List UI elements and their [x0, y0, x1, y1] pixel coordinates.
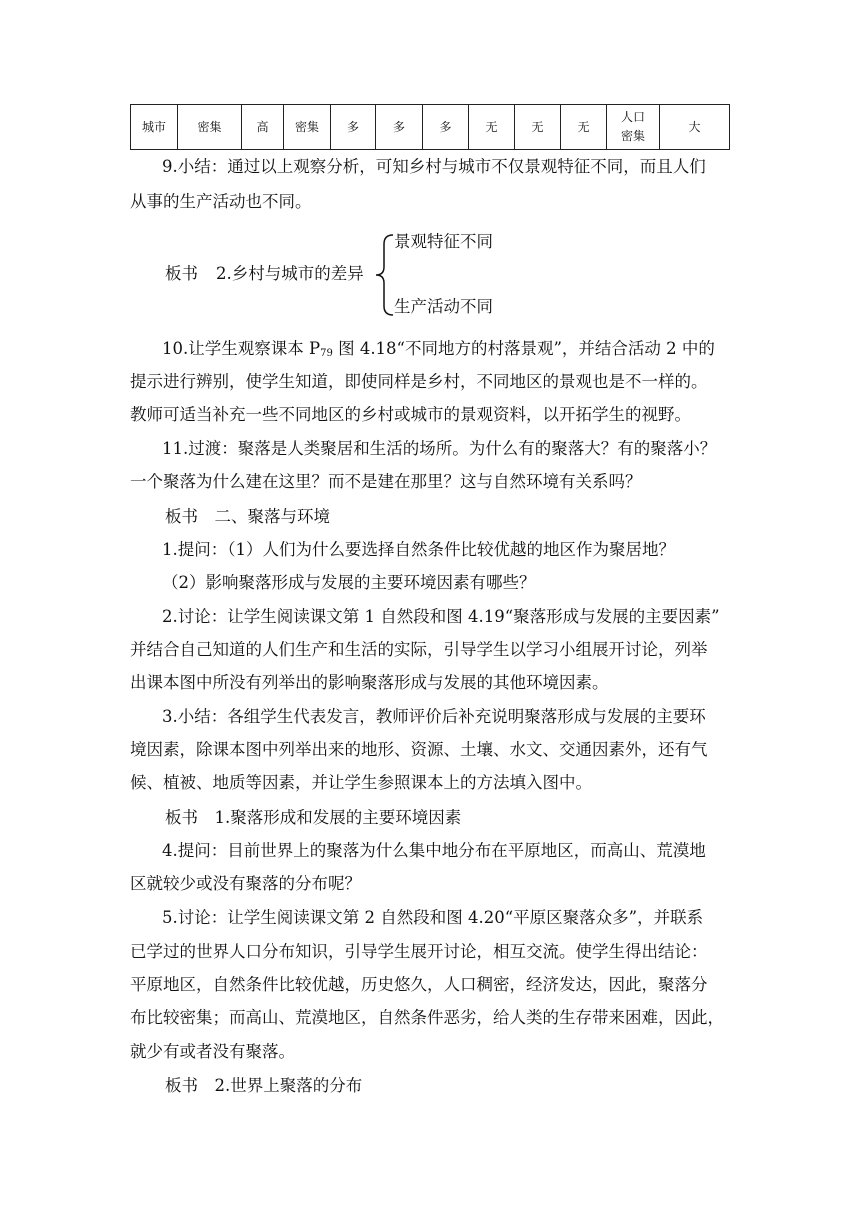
paragraph-line: 教师可适当补充一些不同地区的乡村或城市的景观资料，以开拓学生的视野。: [130, 405, 691, 424]
paragraph-line: 境因素，除课本图中列举出来的地形、资源、土壤、水文、交通因素外，还有气: [130, 740, 708, 759]
board-heading: [165, 262, 364, 286]
board-label: 板书: [165, 264, 198, 283]
paragraph-line: 4.提问：目前世界上的聚落为什么集中地分布在平原地区，而高山、荒漠地: [162, 841, 706, 860]
paragraph-line: 5.讨论：让学生阅读课文第 2 自然段和图 4.20“平原区聚落众多”，并联系: [162, 908, 704, 927]
board-heading: 板书 2.世界上聚落的分布: [165, 1076, 363, 1095]
table-cell: 密集: [284, 105, 331, 150]
paragraph-line: 9.小结：通过以上观察分析，可知乡村与城市不仅景观特征不同，而且人们: [162, 157, 706, 176]
table-row: [131, 105, 730, 150]
table-cell: 人口密集: [607, 105, 660, 150]
table-cell: 城市: [131, 105, 178, 150]
comparison-table-fragment: [130, 104, 730, 150]
paragraph-line: 一个聚落为什么建在这里？而不是建在那里？这与自然环境有关系吗？: [130, 472, 642, 491]
table-cell: 无: [469, 105, 515, 150]
board-title: 2.乡村与城市的差异: [216, 264, 364, 283]
paragraph-line: 布比较密集；而高山、荒漠地区，自然条件恶劣，给人类的生存带来困难，因此，: [130, 1008, 724, 1027]
paragraph-line: 11.过渡：聚落是人类聚居和生活的场所。为什么有的聚落大？有的聚落小？: [162, 439, 717, 458]
board-heading: 板书 二、聚落与环境: [165, 507, 330, 526]
paragraph-line: 已学过的世界人口分布知识，引导学生展开讨论，相互交流。使学生得出结论：: [130, 942, 708, 961]
paragraph-line: 候、植被、地质等因素，并让学生参照课本上的方法填入图中。: [130, 773, 592, 792]
table-cell: 无: [515, 105, 561, 150]
paragraph-line: 3.小结：各组学生代表发言，教师评价后补充说明聚落形成与发展的主要环: [162, 707, 706, 726]
paragraph-line: 区就较少或没有聚落的分布呢？: [130, 874, 361, 893]
table-cell: 多: [423, 105, 469, 150]
table-cell: 多: [331, 105, 376, 150]
table-cell: 高: [242, 105, 284, 150]
paragraph-line: 提示进行辨别，使学生知道，即使同样是乡村，不同地区的景观也是不一样的。: [130, 372, 708, 391]
table-cell: 密集: [178, 105, 242, 150]
board-item: 景观特征不同: [394, 232, 493, 251]
paragraph-line: 出课本图中所没有列举出的影响聚落形成与发展的其他环境因素。: [130, 673, 609, 692]
board-item: 生产活动不同: [394, 297, 493, 316]
paragraph-line: 10.让学生观察课本 $P_{79}$ 图 4.18“不同地方的村落景观”，并结合活动 2 中的: [162, 339, 715, 359]
paragraph-line: 1.提问：（1）人们为什么要选择自然条件比较优越的地区作为聚居地？: [162, 540, 675, 559]
paragraph-line: （2）影响聚落形成与发展的主要环境因素有哪些？: [162, 573, 536, 592]
paragraph-line: 并结合自己知道的人们生产和生活的实际，引导学生以学习小组展开讨论，列举: [130, 640, 708, 659]
board-heading: 板书 1.聚落形成和发展的主要环境因素: [165, 808, 462, 827]
table-cell: 无: [561, 105, 607, 150]
paragraph-line: 就少有或者没有聚落。: [130, 1042, 295, 1061]
paragraph-line: 从事的生产活动也不同。: [130, 192, 312, 211]
curly-brace-icon: [373, 234, 395, 316]
paragraph-line: 2.讨论：让学生阅读课文第 1 自然段和图 4.19“聚落形成与发展的主要因素”: [162, 607, 720, 626]
paragraph-line: 平原地区，自然条件比较优越，历史悠久，人口稠密，经济发达，因此，聚落分: [130, 975, 708, 994]
table-cell: 多: [376, 105, 423, 150]
table-cell: 大: [660, 105, 730, 150]
